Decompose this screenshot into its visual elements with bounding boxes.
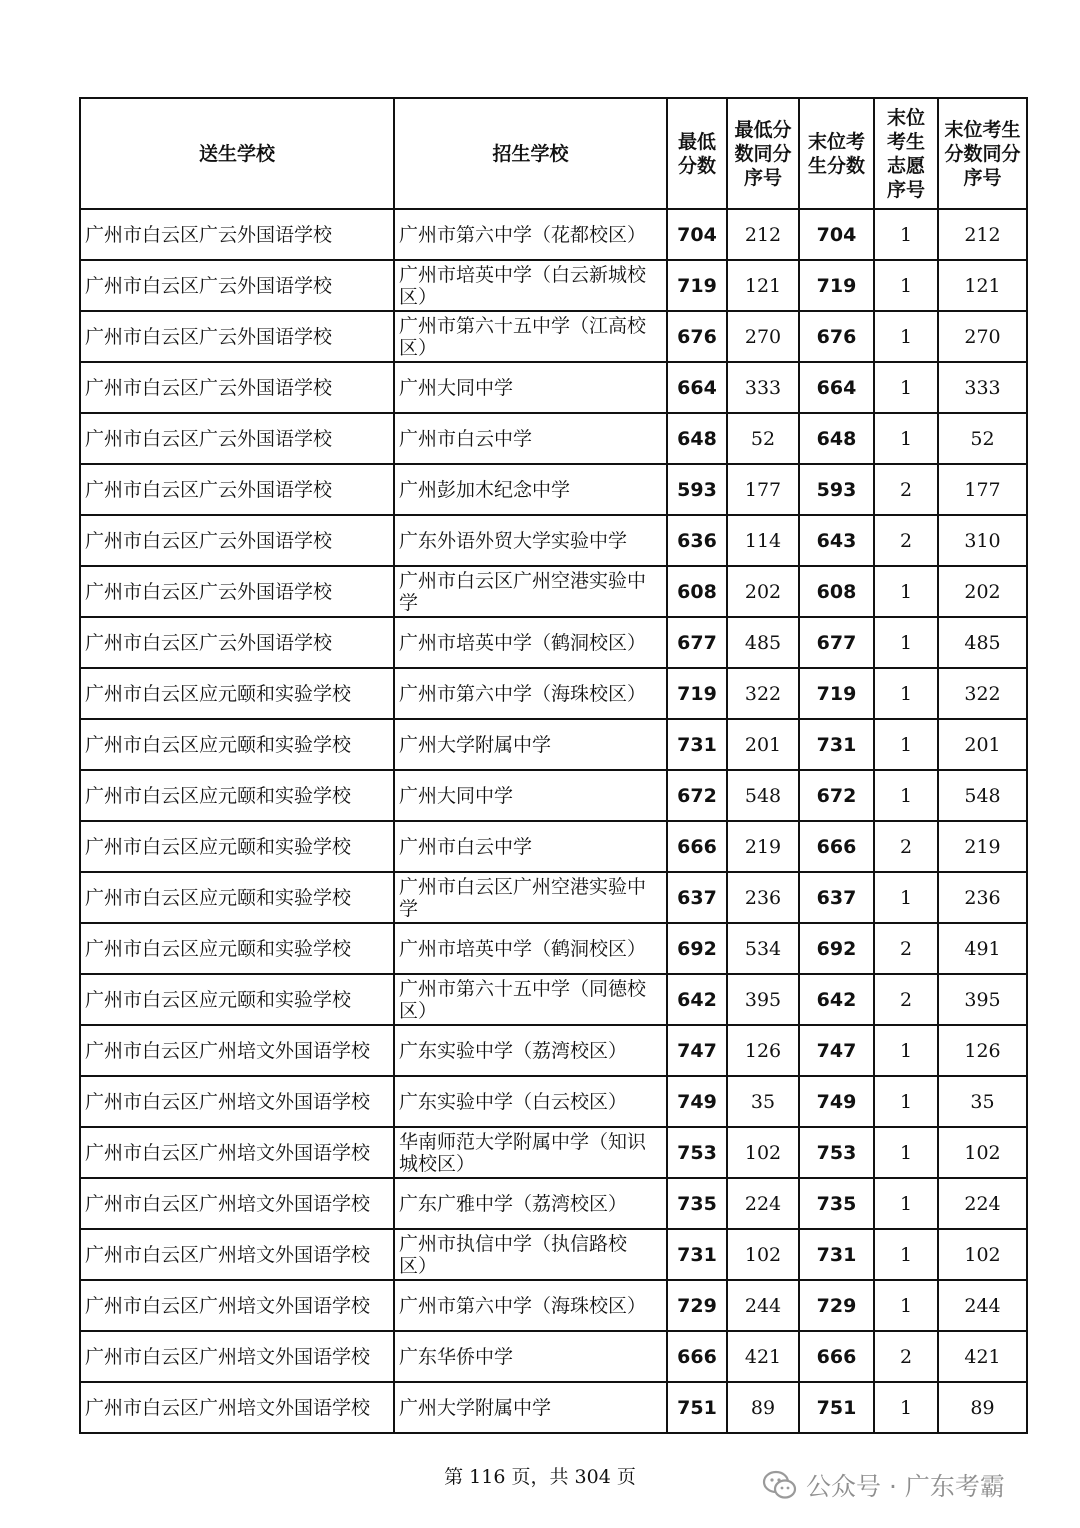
min-score-cell: 753 [667,1127,727,1178]
min-score-rank-cell: 89 [727,1382,799,1433]
last-choice-rank-cell: 1 [874,413,938,464]
table-row [80,260,1027,311]
min-score-cell: 666 [667,1331,727,1382]
school-name-line: 广东实验中学（荔湾校区） [399,1039,628,1062]
admitting-school-cell [394,974,667,1025]
min-score-cell: 704 [667,209,727,260]
header-line: 末位考 [807,130,865,153]
last-score-rank-cell: 219 [938,821,1027,872]
table-body [80,209,1027,1433]
min-score-cell: 676 [667,311,727,362]
school-name-line: 广州市第六中学（海珠校区） [399,1294,647,1317]
last-score-rank-cell: 102 [938,1127,1027,1178]
admitting-school-cell [394,1331,667,1382]
sending-school-cell: 广州市白云区广州培文外国语学校 [80,1025,394,1076]
table-row [80,1280,1027,1331]
school-name-line: 区） [399,999,438,1022]
school-name-line: 广州市第六十五中学（江高校 [399,314,647,337]
last-score-rank-cell: 224 [938,1178,1027,1229]
last-score-cell: 692 [799,923,874,974]
last-score-rank-cell: 121 [938,260,1027,311]
min-score-cell: 636 [667,515,727,566]
last-score-rank-cell: 177 [938,464,1027,515]
school-name-line: 广州大同中学 [399,784,514,807]
header-line: 生分数 [807,154,865,177]
min-score-rank-cell: 121 [727,260,799,311]
last-score-rank-cell: 89 [938,1382,1027,1433]
last-score-cell: 672 [799,770,874,821]
header-min-score [667,98,727,209]
sending-school-cell: 广州市白云区广云外国语学校 [80,311,394,362]
admitting-school-cell [394,821,667,872]
sending-school-cell: 广州市白云区广云外国语学校 [80,464,394,515]
last-score-rank-cell: 270 [938,311,1027,362]
min-score-cell: 608 [667,566,727,617]
admitting-school-cell [394,770,667,821]
header-line: 末位考生 [944,118,1021,141]
sending-school-cell: 广州市白云区广云外国语学校 [80,260,394,311]
last-score-cell: 719 [799,668,874,719]
admitting-school-cell [394,1076,667,1127]
last-choice-rank-cell: 1 [874,1127,938,1178]
last-score-rank-cell: 35 [938,1076,1027,1127]
last-score-cell: 593 [799,464,874,515]
header-line: 分数同分 [944,142,1021,165]
last-score-rank-cell: 102 [938,1229,1027,1280]
last-choice-rank-cell: 1 [874,1076,938,1127]
admitting-school-cell [394,1280,667,1331]
table-row [80,770,1027,821]
min-score-cell: 664 [667,362,727,413]
page-number: 第 116 页，共 304 页 [444,1466,636,1488]
last-score-rank-cell: 333 [938,362,1027,413]
header-line: 数同分 [734,142,792,165]
header-line: 分数 [677,154,716,177]
last-choice-rank-cell: 1 [874,1229,938,1280]
school-name-line: 广东实验中学（白云校区） [399,1090,628,1113]
header-min-score-rank [727,98,799,209]
min-score-cell: 735 [667,1178,727,1229]
school-name-line: 城校区） [399,1152,476,1175]
school-name-line: 学 [399,897,419,920]
last-choice-rank-cell: 2 [874,464,938,515]
min-score-rank-cell: 236 [727,872,799,923]
school-name-line: 区） [399,285,438,308]
last-score-cell: 747 [799,1025,874,1076]
min-score-cell: 751 [667,1382,727,1433]
table-row [80,311,1027,362]
min-score-rank-cell: 270 [727,311,799,362]
school-name-line: 广东广雅中学（荔湾校区） [399,1192,628,1215]
school-name-line: 广州市白云区广州空港实验中 [399,569,647,592]
table-row [80,464,1027,515]
admitting-school-cell [394,872,667,923]
school-name-line: 学 [399,591,419,614]
admitting-school-cell [394,1025,667,1076]
header-last-score [799,98,874,209]
sending-school-cell: 广州市白云区广州培文外国语学校 [80,1382,394,1433]
sending-school-cell: 广州市白云区应元颐和实验学校 [80,770,394,821]
min-score-cell: 731 [667,719,727,770]
school-name-line: 广州市培英中学（鹤洞校区） [399,937,647,960]
last-score-cell: 666 [799,1331,874,1382]
sending-school-cell: 广州市白云区广州培文外国语学校 [80,1331,394,1382]
last-choice-rank-cell: 1 [874,872,938,923]
last-score-rank-cell: 421 [938,1331,1027,1382]
min-score-cell: 642 [667,974,727,1025]
last-choice-rank-cell: 1 [874,566,938,617]
admitting-school-cell [394,1229,667,1280]
header-line: 最低分 [734,118,792,141]
header-admitting-school [394,98,667,209]
min-score-rank-cell: 126 [727,1025,799,1076]
admitting-school-cell [394,311,667,362]
min-score-rank-cell: 201 [727,719,799,770]
school-name-line: 广州大学附属中学 [399,733,552,756]
min-score-rank-cell: 102 [727,1229,799,1280]
header-sending-school [80,98,394,209]
last-choice-rank-cell: 1 [874,260,938,311]
sending-school-cell: 广州市白云区应元颐和实验学校 [80,872,394,923]
admitting-school-cell [394,209,667,260]
sending-school-cell: 广州市白云区广云外国语学校 [80,515,394,566]
min-score-cell: 731 [667,1229,727,1280]
table-row [80,1178,1027,1229]
min-score-cell: 719 [667,260,727,311]
min-score-cell: 747 [667,1025,727,1076]
admitting-school-cell [394,923,667,974]
last-score-rank-cell: 212 [938,209,1027,260]
header-line: 招生学校 [492,142,569,165]
last-score-rank-cell: 236 [938,872,1027,923]
last-score-rank-cell: 322 [938,668,1027,719]
min-score-rank-cell: 244 [727,1280,799,1331]
last-score-rank-cell: 201 [938,719,1027,770]
min-score-rank-cell: 534 [727,923,799,974]
sending-school-cell: 广州市白云区广州培文外国语学校 [80,1229,394,1280]
header-line: 序号 [963,166,1002,189]
sending-school-cell: 广州市白云区广州培文外国语学校 [80,1280,394,1331]
school-name-line: 广东外语外贸大学实验中学 [399,529,628,552]
admitting-school-cell [394,668,667,719]
table-row [80,1229,1027,1280]
last-choice-rank-cell: 1 [874,1025,938,1076]
school-name-line: 广州市第六中学（海珠校区） [399,682,647,705]
header-line: 末位 [886,106,925,129]
min-score-rank-cell: 395 [727,974,799,1025]
school-name-line: 广州市执信中学（执信路校 [399,1232,628,1255]
admission-score-table [79,97,1028,1434]
school-name-line: 广州大学附属中学 [399,1396,552,1419]
header-line: 最低 [677,130,716,153]
table-row [80,362,1027,413]
last-choice-rank-cell: 1 [874,209,938,260]
min-score-rank-cell: 224 [727,1178,799,1229]
last-score-cell: 666 [799,821,874,872]
watermark-text: 公众号 · 广东考霸 [806,1472,1005,1501]
admitting-school-cell [394,464,667,515]
header-last-choice-rank [874,98,938,209]
sending-school-cell: 广州市白云区广州培文外国语学校 [80,1178,394,1229]
min-score-cell: 593 [667,464,727,515]
last-score-cell: 677 [799,617,874,668]
header-line: 序号 [743,166,782,189]
min-score-cell: 719 [667,668,727,719]
sending-school-cell: 广州市白云区广云外国语学校 [80,209,394,260]
school-name-line: 广东华侨中学 [399,1345,514,1368]
min-score-rank-cell: 177 [727,464,799,515]
watermark [762,1465,1005,1505]
table-row [80,515,1027,566]
last-choice-rank-cell: 1 [874,770,938,821]
last-score-rank-cell: 244 [938,1280,1027,1331]
min-score-cell: 637 [667,872,727,923]
last-score-rank-cell: 485 [938,617,1027,668]
sending-school-cell: 广州市白云区广云外国语学校 [80,413,394,464]
school-name-line: 华南师范大学附属中学（知识 [399,1130,647,1153]
sending-school-cell: 广州市白云区应元颐和实验学校 [80,923,394,974]
last-score-cell: 608 [799,566,874,617]
admitting-school-cell [394,1178,667,1229]
last-score-cell: 676 [799,311,874,362]
min-score-rank-cell: 114 [727,515,799,566]
sending-school-cell: 广州市白云区应元颐和实验学校 [80,719,394,770]
last-choice-rank-cell: 2 [874,1331,938,1382]
school-name-line: 广州彭加木纪念中学 [399,478,571,501]
table-row [80,872,1027,923]
table-row [80,413,1027,464]
last-choice-rank-cell: 1 [874,719,938,770]
min-score-rank-cell: 333 [727,362,799,413]
last-score-cell: 751 [799,1382,874,1433]
table-row [80,1025,1027,1076]
min-score-cell: 692 [667,923,727,974]
school-name-line: 广州市第六十五中学（同德校 [399,977,647,1000]
last-choice-rank-cell: 2 [874,923,938,974]
last-score-cell: 704 [799,209,874,260]
admitting-school-cell [394,617,667,668]
last-choice-rank-cell: 1 [874,1382,938,1433]
min-score-cell: 672 [667,770,727,821]
sending-school-cell: 广州市白云区应元颐和实验学校 [80,821,394,872]
last-score-cell: 637 [799,872,874,923]
sending-school-cell: 广州市白云区广云外国语学校 [80,362,394,413]
table-row [80,668,1027,719]
school-name-line: 广州市培英中学（鹤洞校区） [399,631,647,654]
last-score-cell: 731 [799,719,874,770]
last-score-cell: 642 [799,974,874,1025]
school-name-line: 广州市培英中学（白云新城校 [399,263,647,286]
min-score-cell: 648 [667,413,727,464]
last-choice-rank-cell: 1 [874,1280,938,1331]
last-score-cell: 735 [799,1178,874,1229]
admitting-school-cell [394,566,667,617]
last-choice-rank-cell: 2 [874,974,938,1025]
min-score-rank-cell: 52 [727,413,799,464]
school-name-line: 广州市第六中学（花都校区） [399,223,647,246]
min-score-cell: 749 [667,1076,727,1127]
min-score-rank-cell: 548 [727,770,799,821]
last-score-cell: 648 [799,413,874,464]
last-score-rank-cell: 395 [938,974,1027,1025]
table-row [80,1076,1027,1127]
sending-school-cell: 广州市白云区广云外国语学校 [80,617,394,668]
school-name-line: 广州市白云中学 [399,835,533,858]
table-row [80,821,1027,872]
sending-school-cell: 广州市白云区应元颐和实验学校 [80,668,394,719]
admitting-school-cell [394,515,667,566]
sending-school-cell: 广州市白云区广州培文外国语学校 [80,1076,394,1127]
header-line: 送生学校 [198,142,275,165]
admitting-school-cell [394,362,667,413]
min-score-rank-cell: 202 [727,566,799,617]
admitting-school-cell [394,1382,667,1433]
last-score-rank-cell: 548 [938,770,1027,821]
min-score-rank-cell: 322 [727,668,799,719]
sending-school-cell: 广州市白云区广州培文外国语学校 [80,1127,394,1178]
header-line: 序号 [886,178,925,201]
table-row [80,1382,1027,1433]
last-score-cell: 719 [799,260,874,311]
min-score-rank-cell: 35 [727,1076,799,1127]
last-choice-rank-cell: 1 [874,1178,938,1229]
table-row [80,1127,1027,1178]
sending-school-cell: 广州市白云区应元颐和实验学校 [80,974,394,1025]
wechat-icon [762,1470,798,1500]
min-score-rank-cell: 102 [727,1127,799,1178]
last-score-cell: 753 [799,1127,874,1178]
min-score-cell: 666 [667,821,727,872]
table-row [80,566,1027,617]
min-score-cell: 729 [667,1280,727,1331]
table-header-row [80,98,1027,209]
last-score-cell: 731 [799,1229,874,1280]
header-line: 考生 [886,130,925,153]
school-name-line: 区） [399,1254,438,1277]
admitting-school-cell [394,1127,667,1178]
table-row [80,209,1027,260]
last-score-cell: 664 [799,362,874,413]
last-score-rank-cell: 52 [938,413,1027,464]
last-choice-rank-cell: 2 [874,821,938,872]
last-score-rank-cell: 202 [938,566,1027,617]
last-choice-rank-cell: 1 [874,362,938,413]
last-score-cell: 643 [799,515,874,566]
admitting-school-cell [394,260,667,311]
table-row [80,719,1027,770]
last-choice-rank-cell: 1 [874,668,938,719]
last-score-rank-cell: 310 [938,515,1027,566]
sending-school-cell: 广州市白云区广云外国语学校 [80,566,394,617]
last-score-cell: 729 [799,1280,874,1331]
table-row [80,923,1027,974]
min-score-rank-cell: 212 [727,209,799,260]
school-name-line: 广州大同中学 [399,376,514,399]
header-line: 志愿 [886,154,925,177]
min-score-rank-cell: 421 [727,1331,799,1382]
min-score-rank-cell: 485 [727,617,799,668]
admitting-school-cell [394,413,667,464]
table-row [80,974,1027,1025]
school-name-line: 广州市白云中学 [399,427,533,450]
min-score-rank-cell: 219 [727,821,799,872]
last-score-cell: 749 [799,1076,874,1127]
admitting-school-cell [394,719,667,770]
min-score-cell: 677 [667,617,727,668]
school-name-line: 广州市白云区广州空港实验中 [399,875,647,898]
last-choice-rank-cell: 2 [874,515,938,566]
last-choice-rank-cell: 1 [874,311,938,362]
last-score-rank-cell: 126 [938,1025,1027,1076]
school-name-line: 区） [399,336,438,359]
header-last-score-rank [938,98,1027,209]
last-score-rank-cell: 491 [938,923,1027,974]
table-row [80,1331,1027,1382]
table-row [80,617,1027,668]
last-choice-rank-cell: 1 [874,617,938,668]
